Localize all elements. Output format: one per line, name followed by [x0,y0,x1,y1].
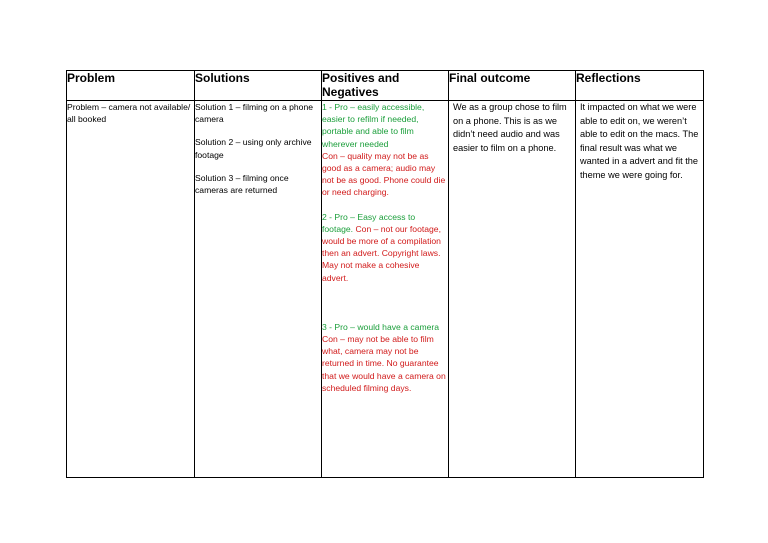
solution-2-text: Solution 2 – using only archive footage [195,137,312,160]
problem-cell [67,101,195,478]
option-3-pro-text: 3 - Pro – would have a camera [322,321,440,332]
table-header-row [67,71,704,101]
reflections-text: It impacted on what we were able to edit on, we weren’t able to edit on the macs. The final result was what we wanted in a advert and fit the theme we were going for. [580,102,699,180]
problem-text: Problem – camera not available/ all booked [67,102,191,125]
option-2-con-text: Con – not our footage, would be more of a compilation then an advert. Copyright laws. May not make a cohesive advert. [322,223,441,283]
option-3-block [322,321,448,394]
option-1-con-text: Con – quality may not be as good as a camera; audio may not be as good. Phone could die or need charging. [322,150,446,198]
solution-1-text: Solution 1 – filming on a phone camera [195,102,314,125]
option-1-block [322,101,448,199]
final-outcome-text: We as a group chose to film on a phone. This is as we didn’t need audio and was easier to film on a phone. [453,102,567,153]
pros-cons-cell [322,101,449,478]
solutions-cell [195,101,322,478]
header-final-outcome: Final outcome [449,71,576,101]
option-3-con-text: Con – may not be able to film what, camera may not be returned in time. No guarantee that we would have a camera on scheduled filming days. [322,334,446,393]
solution-3-text: Solution 3 – filming once cameras are returned [195,172,289,196]
header-positives-negatives: Positives and Negatives [322,71,449,101]
header-problem: Problem [67,71,195,101]
option-2-block [322,211,448,284]
final-outcome-cell [449,101,576,478]
reflections-cell [576,101,704,478]
option-1-pro-text: 1 - Pro – easily accessible, easier to refilm if needed, portable and able to film wherever needed [322,102,425,149]
table-row [67,101,704,478]
header-reflections: Reflections [576,71,704,101]
reflection-table [66,70,704,478]
option-2-pro-text: 2 - Pro – Easy access to footage. [322,211,416,234]
header-solutions: Solutions [195,71,322,101]
